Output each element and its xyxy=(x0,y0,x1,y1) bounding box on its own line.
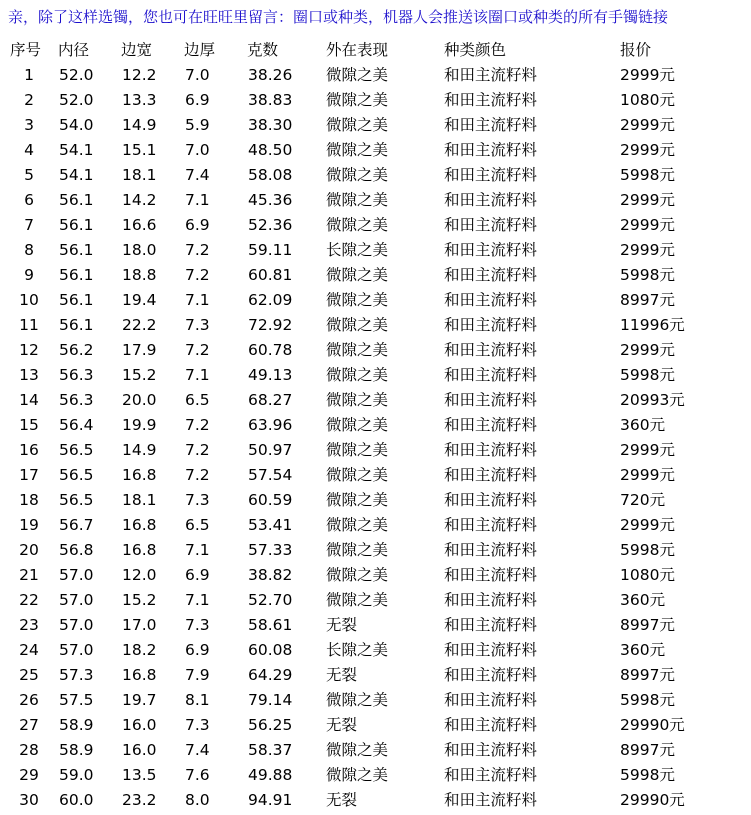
cell-inner-diameter: 56.1 xyxy=(59,291,94,309)
cell-index: 21 xyxy=(19,566,39,584)
cell-band-width: 16.0 xyxy=(122,716,157,734)
cell-type-color: 和田主流籽料 xyxy=(444,491,538,509)
cell-appearance: 微隙之美 xyxy=(326,316,389,334)
cell-band-width: 16.8 xyxy=(122,466,157,484)
cell-appearance: 微隙之美 xyxy=(326,441,389,459)
cell-type-color: 和田主流籽料 xyxy=(444,591,538,609)
cell-band-thickness: 8.0 xyxy=(185,791,210,809)
header-weight: 克数 xyxy=(247,41,279,59)
cell-band-width: 16.0 xyxy=(122,741,157,759)
cell-appearance: 微隙之美 xyxy=(326,491,389,509)
cell-appearance: 微隙之美 xyxy=(326,166,389,184)
cell-inner-diameter: 56.7 xyxy=(59,516,94,534)
cell-price: 5998元 xyxy=(620,366,675,384)
cell-inner-diameter: 56.5 xyxy=(59,491,94,509)
table-row xyxy=(0,288,740,313)
cell-inner-diameter: 54.1 xyxy=(59,166,94,184)
cell-price: 360元 xyxy=(620,416,666,434)
cell-type-color: 和田主流籽料 xyxy=(444,616,538,634)
table-row xyxy=(0,563,740,588)
cell-type-color: 和田主流籽料 xyxy=(444,191,538,209)
cell-weight: 59.11 xyxy=(248,241,293,259)
cell-index: 23 xyxy=(19,616,39,634)
cell-inner-diameter: 52.0 xyxy=(59,66,94,84)
table-row xyxy=(0,238,740,263)
cell-band-width: 18.1 xyxy=(122,166,157,184)
cell-type-color: 和田主流籽料 xyxy=(444,266,538,284)
header-band-width: 边宽 xyxy=(121,41,153,59)
cell-appearance: 微隙之美 xyxy=(326,191,389,209)
cell-price: 2999元 xyxy=(620,341,675,359)
cell-index: 7 xyxy=(24,216,34,234)
cell-band-thickness: 8.1 xyxy=(185,691,210,709)
cell-inner-diameter: 52.0 xyxy=(59,91,94,109)
cell-band-width: 19.4 xyxy=(122,291,157,309)
header-type-color: 种类颜色 xyxy=(444,41,507,59)
cell-weight: 56.25 xyxy=(248,716,293,734)
cell-appearance: 微隙之美 xyxy=(326,541,389,559)
cell-index: 1 xyxy=(24,66,34,84)
cell-index: 5 xyxy=(24,166,34,184)
cell-band-width: 18.8 xyxy=(122,266,157,284)
cell-type-color: 和田主流籽料 xyxy=(444,291,538,309)
cell-weight: 45.36 xyxy=(248,191,293,209)
cell-inner-diameter: 56.5 xyxy=(59,441,94,459)
cell-band-thickness: 7.2 xyxy=(185,266,210,284)
cell-appearance: 微隙之美 xyxy=(326,66,389,84)
cell-band-thickness: 7.3 xyxy=(185,491,210,509)
cell-weight: 38.83 xyxy=(248,91,293,109)
cell-weight: 57.33 xyxy=(248,541,293,559)
cell-inner-diameter: 58.9 xyxy=(59,716,94,734)
cell-index: 17 xyxy=(19,466,39,484)
cell-band-width: 15.1 xyxy=(122,141,157,159)
table-row xyxy=(0,438,740,463)
table-row xyxy=(0,363,740,388)
cell-type-color: 和田主流籽料 xyxy=(444,641,538,659)
cell-weight: 63.96 xyxy=(248,416,293,434)
table-row xyxy=(0,188,740,213)
cell-band-thickness: 7.3 xyxy=(185,616,210,634)
cell-band-width: 13.3 xyxy=(122,91,157,109)
cell-inner-diameter: 57.0 xyxy=(59,641,94,659)
cell-weight: 72.92 xyxy=(248,316,293,334)
cell-weight: 49.13 xyxy=(248,366,293,384)
cell-band-width: 14.9 xyxy=(122,116,157,134)
cell-band-thickness: 5.9 xyxy=(185,116,210,134)
cell-type-color: 和田主流籽料 xyxy=(444,441,538,459)
cell-type-color: 和田主流籽料 xyxy=(444,516,538,534)
table-row xyxy=(0,463,740,488)
cell-index: 16 xyxy=(19,441,39,459)
cell-weight: 62.09 xyxy=(248,291,293,309)
cell-band-thickness: 7.2 xyxy=(185,466,210,484)
cell-index: 3 xyxy=(24,116,34,134)
cell-inner-diameter: 54.0 xyxy=(59,116,94,134)
cell-type-color: 和田主流籽料 xyxy=(444,316,538,334)
cell-index: 4 xyxy=(24,141,34,159)
table-row xyxy=(0,113,740,138)
cell-weight: 53.41 xyxy=(248,516,293,534)
cell-inner-diameter: 56.3 xyxy=(59,366,94,384)
cell-band-width: 17.0 xyxy=(122,616,157,634)
bracelet-table xyxy=(0,37,740,813)
cell-band-thickness: 7.1 xyxy=(185,591,210,609)
cell-type-color: 和田主流籽料 xyxy=(444,216,538,234)
cell-price: 1080元 xyxy=(620,566,675,584)
cell-band-thickness: 6.5 xyxy=(185,391,210,409)
cell-price: 5998元 xyxy=(620,766,675,784)
cell-appearance: 微隙之美 xyxy=(326,566,389,584)
cell-price: 1080元 xyxy=(620,91,675,109)
cell-band-thickness: 7.4 xyxy=(185,166,210,184)
cell-inner-diameter: 56.1 xyxy=(59,191,94,209)
cell-band-width: 22.2 xyxy=(122,316,157,334)
cell-band-thickness: 6.9 xyxy=(185,641,210,659)
cell-band-thickness: 7.1 xyxy=(185,291,210,309)
cell-price: 720元 xyxy=(620,491,666,509)
cell-weight: 57.54 xyxy=(248,466,293,484)
cell-band-width: 15.2 xyxy=(122,366,157,384)
cell-weight: 64.29 xyxy=(248,666,293,684)
table-row xyxy=(0,713,740,738)
cell-weight: 68.27 xyxy=(248,391,293,409)
table-row xyxy=(0,488,740,513)
cell-index: 12 xyxy=(19,341,39,359)
table-row xyxy=(0,763,740,788)
cell-index: 11 xyxy=(19,316,39,334)
table-row xyxy=(0,263,740,288)
cell-appearance: 微隙之美 xyxy=(326,391,389,409)
cell-index: 18 xyxy=(19,491,39,509)
cell-price: 5998元 xyxy=(620,266,675,284)
cell-band-thickness: 7.3 xyxy=(185,316,210,334)
cell-price: 2999元 xyxy=(620,66,675,84)
cell-inner-diameter: 57.5 xyxy=(59,691,94,709)
cell-band-width: 16.8 xyxy=(122,666,157,684)
cell-appearance: 微隙之美 xyxy=(326,341,389,359)
cell-inner-diameter: 57.0 xyxy=(59,591,94,609)
cell-band-width: 16.6 xyxy=(122,216,157,234)
table-row xyxy=(0,163,740,188)
cell-type-color: 和田主流籽料 xyxy=(444,566,538,584)
cell-index: 19 xyxy=(19,516,39,534)
cell-inner-diameter: 57.0 xyxy=(59,566,94,584)
cell-band-thickness: 7.1 xyxy=(185,541,210,559)
cell-band-thickness: 7.4 xyxy=(185,741,210,759)
cell-band-width: 19.9 xyxy=(122,416,157,434)
cell-inner-diameter: 56.1 xyxy=(59,266,94,284)
cell-index: 30 xyxy=(19,791,39,809)
cell-band-thickness: 6.5 xyxy=(185,516,210,534)
cell-weight: 50.97 xyxy=(248,441,293,459)
table-row xyxy=(0,538,740,563)
cell-weight: 79.14 xyxy=(248,691,293,709)
cell-band-thickness: 6.9 xyxy=(185,216,210,234)
cell-inner-diameter: 56.1 xyxy=(59,216,94,234)
table-row xyxy=(0,88,740,113)
table-row xyxy=(0,513,740,538)
cell-appearance: 微隙之美 xyxy=(326,116,389,134)
table-header-row xyxy=(0,37,740,63)
cell-band-width: 19.7 xyxy=(122,691,157,709)
header-appearance: 外在表现 xyxy=(326,41,389,59)
cell-type-color: 和田主流籽料 xyxy=(444,791,538,809)
cell-index: 6 xyxy=(24,191,34,209)
cell-price: 2999元 xyxy=(620,516,675,534)
cell-price: 2999元 xyxy=(620,441,675,459)
cell-price: 8997元 xyxy=(620,666,675,684)
cell-inner-diameter: 56.1 xyxy=(59,316,94,334)
cell-price: 5998元 xyxy=(620,691,675,709)
cell-appearance: 无裂 xyxy=(326,666,358,684)
cell-band-width: 16.8 xyxy=(122,541,157,559)
cell-index: 24 xyxy=(19,641,39,659)
cell-price: 2999元 xyxy=(620,216,675,234)
cell-inner-diameter: 56.2 xyxy=(59,341,94,359)
cell-type-color: 和田主流籽料 xyxy=(444,166,538,184)
cell-weight: 60.59 xyxy=(248,491,293,509)
header-price: 报价 xyxy=(620,41,652,59)
cell-band-width: 18.1 xyxy=(122,491,157,509)
cell-type-color: 和田主流籽料 xyxy=(444,391,538,409)
cell-type-color: 和田主流籽料 xyxy=(444,766,538,784)
cell-index: 29 xyxy=(19,766,39,784)
cell-appearance: 微隙之美 xyxy=(326,291,389,309)
table-row xyxy=(0,338,740,363)
cell-type-color: 和田主流籽料 xyxy=(444,116,538,134)
table-body xyxy=(0,63,740,813)
table-row xyxy=(0,138,740,163)
cell-price: 2999元 xyxy=(620,116,675,134)
header-index: 序号 xyxy=(10,41,42,59)
cell-weight: 52.36 xyxy=(248,216,293,234)
cell-index: 25 xyxy=(19,666,39,684)
cell-weight: 38.30 xyxy=(248,116,293,134)
cell-weight: 58.37 xyxy=(248,741,293,759)
cell-band-width: 18.2 xyxy=(122,641,157,659)
cell-weight: 60.78 xyxy=(248,341,293,359)
cell-inner-diameter: 56.8 xyxy=(59,541,94,559)
cell-appearance: 微隙之美 xyxy=(326,691,389,709)
cell-band-thickness: 7.2 xyxy=(185,441,210,459)
cell-appearance: 微隙之美 xyxy=(326,366,389,384)
cell-price: 8997元 xyxy=(620,291,675,309)
cell-band-width: 12.2 xyxy=(122,66,157,84)
cell-weight: 58.61 xyxy=(248,616,293,634)
table-row xyxy=(0,388,740,413)
cell-type-color: 和田主流籽料 xyxy=(444,366,538,384)
cell-appearance: 微隙之美 xyxy=(326,766,389,784)
cell-type-color: 和田主流籽料 xyxy=(444,666,538,684)
cell-appearance: 长隙之美 xyxy=(326,641,389,659)
cell-band-thickness: 7.2 xyxy=(185,241,210,259)
cell-appearance: 微隙之美 xyxy=(326,91,389,109)
notice-message: 亲，除了这样选镯，您也可在旺旺里留言：圈口或种类，机器人会推送该圈口或种类的所有手镯链接 xyxy=(8,8,669,26)
cell-band-thickness: 7.0 xyxy=(185,66,210,84)
table-row xyxy=(0,788,740,813)
cell-index: 14 xyxy=(19,391,39,409)
table-row xyxy=(0,688,740,713)
cell-price: 5998元 xyxy=(620,166,675,184)
cell-band-thickness: 7.1 xyxy=(185,191,210,209)
cell-index: 2 xyxy=(24,91,34,109)
cell-index: 28 xyxy=(19,741,39,759)
cell-index: 22 xyxy=(19,591,39,609)
cell-weight: 58.08 xyxy=(248,166,293,184)
cell-band-thickness: 7.1 xyxy=(185,366,210,384)
cell-price: 360元 xyxy=(620,591,666,609)
cell-appearance: 微隙之美 xyxy=(326,266,389,284)
cell-price: 29990元 xyxy=(620,791,685,809)
cell-band-thickness: 7.3 xyxy=(185,716,210,734)
cell-band-thickness: 7.2 xyxy=(185,341,210,359)
cell-price: 2999元 xyxy=(620,141,675,159)
table-row xyxy=(0,413,740,438)
cell-band-thickness: 7.6 xyxy=(185,766,210,784)
cell-band-thickness: 6.9 xyxy=(185,91,210,109)
cell-weight: 60.81 xyxy=(248,266,293,284)
cell-price: 11996元 xyxy=(620,316,685,334)
cell-band-width: 13.5 xyxy=(122,766,157,784)
cell-type-color: 和田主流籽料 xyxy=(444,341,538,359)
cell-appearance: 微隙之美 xyxy=(326,141,389,159)
cell-type-color: 和田主流籽料 xyxy=(444,141,538,159)
cell-type-color: 和田主流籽料 xyxy=(444,691,538,709)
cell-band-thickness: 7.2 xyxy=(185,416,210,434)
cell-weight: 48.50 xyxy=(248,141,293,159)
table-row xyxy=(0,738,740,763)
cell-band-thickness: 7.9 xyxy=(185,666,210,684)
cell-type-color: 和田主流籽料 xyxy=(444,741,538,759)
cell-index: 13 xyxy=(19,366,39,384)
cell-type-color: 和田主流籽料 xyxy=(444,541,538,559)
cell-weight: 49.88 xyxy=(248,766,293,784)
cell-band-width: 12.0 xyxy=(122,566,157,584)
table-row xyxy=(0,588,740,613)
cell-band-thickness: 7.0 xyxy=(185,141,210,159)
table-row xyxy=(0,663,740,688)
cell-weight: 38.82 xyxy=(248,566,293,584)
cell-appearance: 微隙之美 xyxy=(326,466,389,484)
cell-inner-diameter: 54.1 xyxy=(59,141,94,159)
cell-index: 9 xyxy=(24,266,34,284)
cell-weight: 94.91 xyxy=(248,791,293,809)
cell-index: 15 xyxy=(19,416,39,434)
cell-appearance: 微隙之美 xyxy=(326,216,389,234)
table-row xyxy=(0,63,740,88)
cell-price: 20993元 xyxy=(620,391,685,409)
cell-price: 8997元 xyxy=(620,741,675,759)
cell-index: 10 xyxy=(19,291,39,309)
cell-price: 8997元 xyxy=(620,616,675,634)
cell-band-width: 18.0 xyxy=(122,241,157,259)
cell-index: 8 xyxy=(24,241,34,259)
table-row xyxy=(0,313,740,338)
cell-price: 360元 xyxy=(620,641,666,659)
cell-band-width: 20.0 xyxy=(122,391,157,409)
cell-index: 27 xyxy=(19,716,39,734)
cell-price: 2999元 xyxy=(620,241,675,259)
cell-weight: 38.26 xyxy=(248,66,293,84)
cell-appearance: 微隙之美 xyxy=(326,416,389,434)
cell-price: 29990元 xyxy=(620,716,685,734)
cell-inner-diameter: 56.4 xyxy=(59,416,94,434)
cell-inner-diameter: 56.5 xyxy=(59,466,94,484)
cell-band-width: 14.2 xyxy=(122,191,157,209)
cell-band-width: 17.9 xyxy=(122,341,157,359)
cell-appearance: 无裂 xyxy=(326,716,358,734)
cell-type-color: 和田主流籽料 xyxy=(444,416,538,434)
table-row xyxy=(0,613,740,638)
cell-price: 5998元 xyxy=(620,541,675,559)
cell-band-width: 14.9 xyxy=(122,441,157,459)
cell-band-width: 15.2 xyxy=(122,591,157,609)
cell-price: 2999元 xyxy=(620,191,675,209)
cell-weight: 60.08 xyxy=(248,641,293,659)
cell-band-thickness: 6.9 xyxy=(185,566,210,584)
cell-type-color: 和田主流籽料 xyxy=(444,91,538,109)
cell-inner-diameter: 56.3 xyxy=(59,391,94,409)
cell-appearance: 微隙之美 xyxy=(326,516,389,534)
cell-band-width: 23.2 xyxy=(122,791,157,809)
cell-band-width: 16.8 xyxy=(122,516,157,534)
cell-appearance: 无裂 xyxy=(326,616,358,634)
cell-inner-diameter: 58.9 xyxy=(59,741,94,759)
cell-appearance: 长隙之美 xyxy=(326,241,389,259)
cell-appearance: 无裂 xyxy=(326,791,358,809)
cell-weight: 52.70 xyxy=(248,591,293,609)
cell-inner-diameter: 60.0 xyxy=(59,791,94,809)
cell-appearance: 微隙之美 xyxy=(326,741,389,759)
cell-price: 2999元 xyxy=(620,466,675,484)
cell-index: 26 xyxy=(19,691,39,709)
cell-type-color: 和田主流籽料 xyxy=(444,66,538,84)
header-inner-diameter: 内径 xyxy=(58,41,90,59)
cell-inner-diameter: 57.3 xyxy=(59,666,94,684)
cell-inner-diameter: 57.0 xyxy=(59,616,94,634)
cell-type-color: 和田主流籽料 xyxy=(444,241,538,259)
cell-type-color: 和田主流籽料 xyxy=(444,466,538,484)
cell-appearance: 微隙之美 xyxy=(326,591,389,609)
cell-inner-diameter: 59.0 xyxy=(59,766,94,784)
table-row xyxy=(0,213,740,238)
header-band-thickness: 边厚 xyxy=(184,41,216,59)
cell-type-color: 和田主流籽料 xyxy=(444,716,538,734)
cell-inner-diameter: 56.1 xyxy=(59,241,94,259)
table-row xyxy=(0,638,740,663)
cell-index: 20 xyxy=(19,541,39,559)
